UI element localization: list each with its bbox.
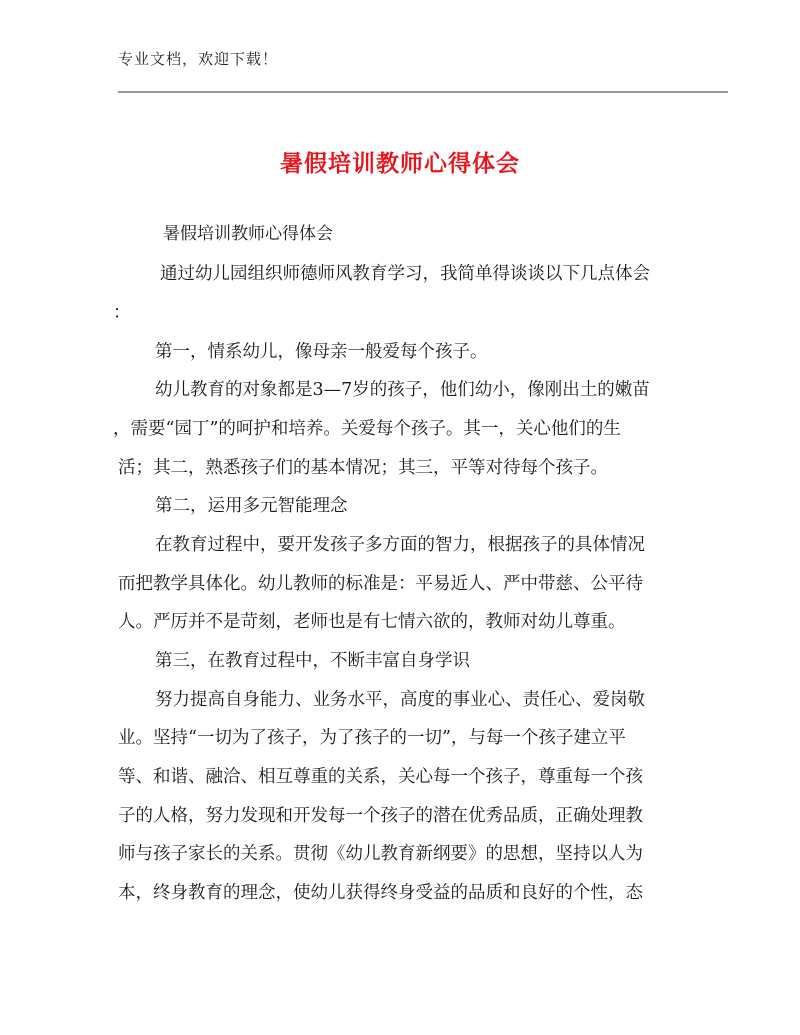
paragraph-line: 而把教学具体化。幼儿教师的标准是：平易近人、严中带慈、公平待 <box>118 574 643 594</box>
paragraph-line: 本，终身教育的理念，使幼儿获得终身受益的品质和良好的个性，态 <box>118 883 643 903</box>
paragraph-line: ，需要“园丁”的呵护和培养。关爱每个孩子。其一，关心他们的生 <box>113 419 621 439</box>
header-divider <box>118 91 728 93</box>
paragraph-line: 子的人格，努力发现和开发每一个孩子的潜在优秀品质，正确处理教 <box>118 806 643 826</box>
paragraph-line: ： <box>113 303 131 323</box>
paragraph-line: 业。坚持“一切为了孩子，为了孩子的一切”，与每一个孩子建立平 <box>118 728 626 748</box>
paragraph-line: 第二，运用多元智能理念 <box>155 496 348 516</box>
paragraph-line: 在教育过程中，要开发孩子多方面的智力，根据孩子的具体情况 <box>155 535 645 555</box>
header-note: 专业文档，欢迎下载！ <box>118 50 279 68</box>
paragraph-line: 等、和谐、融洽、相互尊重的关系，关心每一个孩子，尊重每一个孩 <box>118 767 643 787</box>
paragraph-line: 第一，情系幼儿，像母亲一般爱每个孩子。 <box>155 342 488 362</box>
paragraph-line: 幼儿教育的对象都是3—7岁的孩子，他们幼小，像刚出土的嫩苗 <box>155 380 650 400</box>
paragraph-line: 努力提高自身能力、业务水平，高度的事业心、责任心、爱岗敬 <box>155 690 645 710</box>
paragraph-line: 活；其二，熟悉孩子们的基本情况；其三，平等对待每个孩子。 <box>118 458 608 478</box>
paragraph-line: 人。严厉并不是苛刻，老师也是有七情六欲的，教师对幼儿尊重。 <box>118 612 626 632</box>
document-title: 暑假培训教师心得体会 <box>280 151 520 177</box>
document-subtitle: 暑假培训教师心得体会 <box>163 224 333 244</box>
paragraph-line: 师与孩子家长的关系。贯彻《幼儿教育新纲要》的思想，坚持以人为 <box>118 844 643 864</box>
paragraph-line: 第三，在教育过程中，不断丰富自身学识 <box>155 651 470 671</box>
paragraph-line: 通过幼儿园组织师德师风教育学习，我简单得谈谈以下几点体会 <box>160 264 650 284</box>
